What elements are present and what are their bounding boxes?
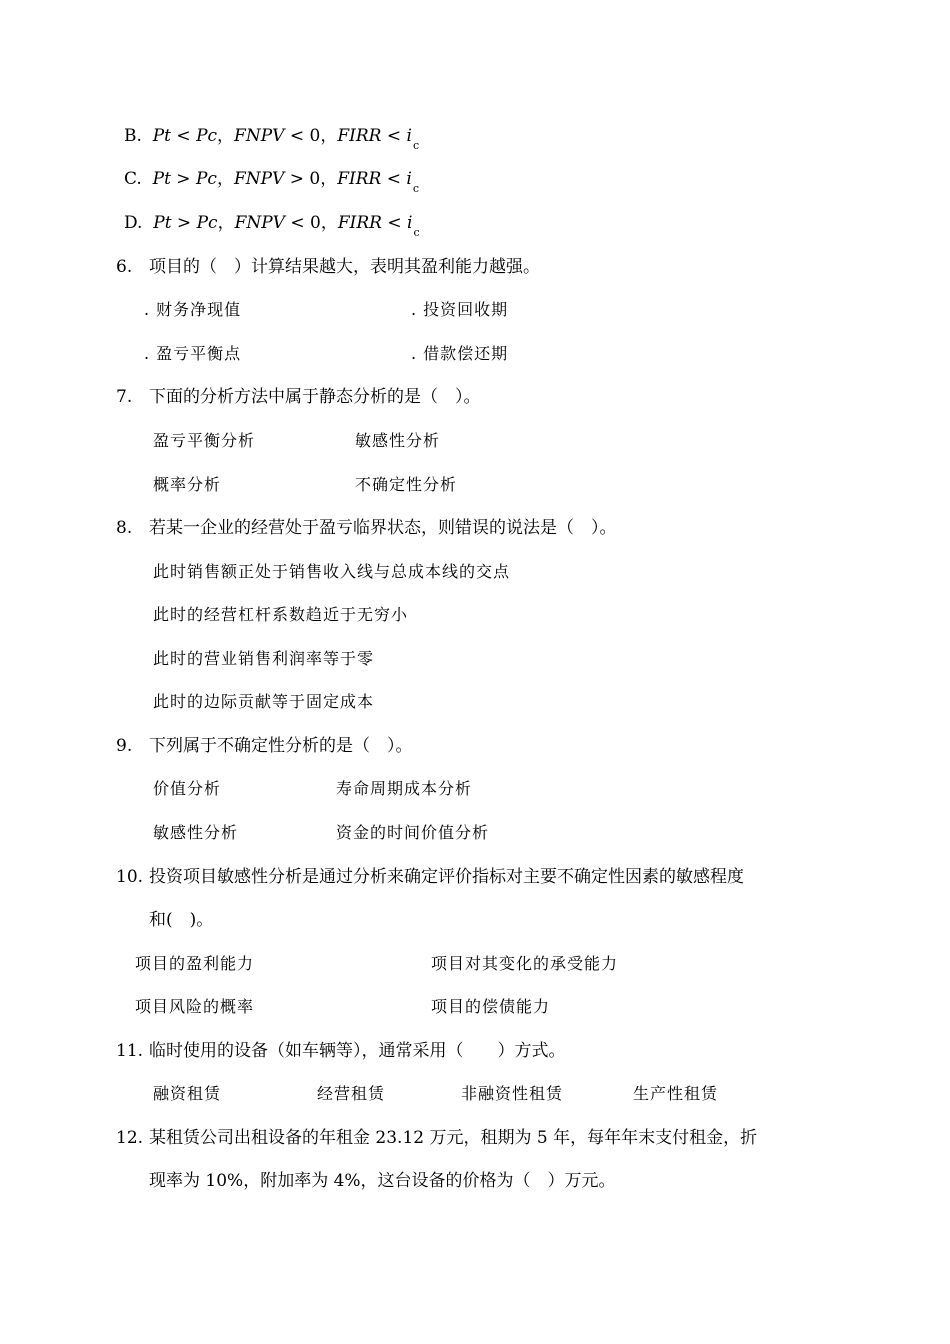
q6-option-a: . 财务净现值 xyxy=(144,300,242,319)
q11-option-c: 非融资性租赁 xyxy=(461,1084,564,1103)
question-7: 7. 下面的分析方法中属于静态分析的是（ ）。 xyxy=(116,387,481,407)
q7-option-a: 盈亏平衡分析 xyxy=(153,431,256,450)
q7-option-d: 不确定性分析 xyxy=(355,475,458,494)
q9-option-b: 寿命周期成本分析 xyxy=(336,779,473,798)
option-b: B. Pt < Pc，FNPV < 0，FIRR < $i_c$ xyxy=(124,126,420,152)
q6-option-c: . 盈亏平衡点 xyxy=(144,344,242,363)
q6-option-d: . 借款偿还期 xyxy=(411,344,509,363)
q7-option-b: 敏感性分析 xyxy=(355,431,441,450)
question-11: 11. 临时使用的设备（如车辆等），通常采用（ ）方式。 xyxy=(116,1041,566,1061)
q11-option-b: 经营租赁 xyxy=(317,1084,386,1103)
q11-option-d: 生产性租赁 xyxy=(633,1084,719,1103)
question-12: 12. 某租赁公司出租设备的年租金 23.12 万元，租期为 5 年，每年年末支付租金，折 xyxy=(116,1128,758,1148)
q7-option-c: 概率分析 xyxy=(153,475,222,494)
q9-option-d: 资金的时间价值分析 xyxy=(336,823,490,842)
q9-option-c: 敏感性分析 xyxy=(153,823,239,842)
q10-option-b: 项目对其变化的承受能力 xyxy=(431,954,619,973)
question-6: 6. 项目的（ ）计算结果越大，表明其盈利能力越强。 xyxy=(116,257,540,277)
question-10: 10. 投资项目敏感性分析是通过分析来确定评价指标对主要不确定性因素的敏感程度 xyxy=(116,867,744,887)
q8-option-d: 此时的边际贡献等于固定成本 xyxy=(153,692,375,711)
q8-option-a: 此时销售额正处于销售收入线与总成本线的交点 xyxy=(153,562,511,581)
q6-option-b: . 投资回收期 xyxy=(411,300,509,319)
q11-option-a: 融资租赁 xyxy=(153,1084,222,1103)
q10-option-a: 项目的盈利能力 xyxy=(135,954,255,973)
q9-option-a: 价值分析 xyxy=(153,779,222,798)
q10-option-c: 项目风险的概率 xyxy=(135,997,255,1016)
option-d: D. Pt > Pc，FNPV < 0，FIRR < $i_c$ xyxy=(124,213,420,239)
question-12-cont: 现率为 10%，附加率为 4%，这台设备的价格为（ ）万元。 xyxy=(149,1171,616,1191)
question-8: 8. 若某一企业的经营处于盈亏临界状态，则错误的说法是（ ）。 xyxy=(116,518,617,538)
q10-option-d: 项目的偿债能力 xyxy=(431,997,551,1016)
q8-option-c: 此时的营业销售利润率等于零 xyxy=(153,649,375,668)
q8-option-b: 此时的经营杠杆系数趋近于无穷小 xyxy=(153,605,409,624)
question-9: 9. 下列属于不确定性分析的是（ ）。 xyxy=(116,736,413,756)
question-10-cont: 和( )。 xyxy=(149,910,214,930)
option-c: C. Pt > Pc，FNPV > 0，FIRR < $i_c$ xyxy=(124,169,420,195)
